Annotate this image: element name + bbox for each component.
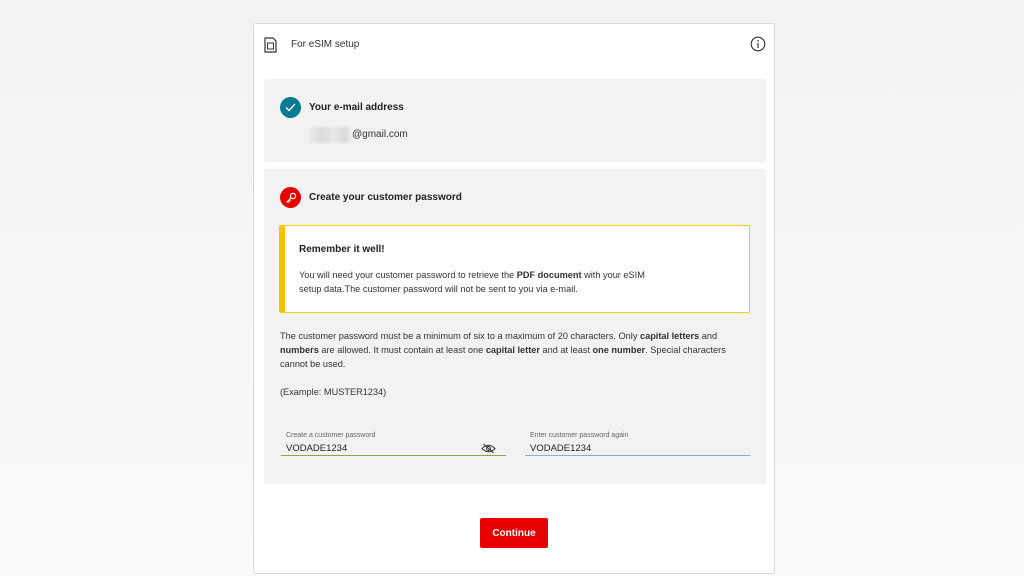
notice-title: Remember it well! (299, 244, 385, 255)
confirm-password-input[interactable] (530, 442, 720, 454)
eye-off-icon[interactable] (481, 443, 496, 454)
email-domain: @gmail.com (352, 129, 408, 140)
password-section (264, 169, 766, 484)
password-input[interactable] (286, 442, 476, 454)
password-field-label: Create a customer password (286, 432, 376, 439)
key-icon (280, 187, 301, 208)
confirm-password-field[interactable] (525, 430, 750, 456)
password-field[interactable] (281, 430, 506, 456)
email-section-title: Your e-mail address (309, 102, 404, 113)
confirm-password-field-label: Enter customer password again (530, 432, 629, 439)
check-icon (280, 97, 301, 118)
password-section-title: Create your customer password (309, 192, 462, 203)
esim-setup-card (253, 23, 775, 574)
password-rules: The customer password must be a minimum of six to a maximum of 20 characters. Only capital letters and numbers are allowed. It must contain at least one capital letter and at least one number. Special characters cannot be used. (280, 331, 726, 369)
continue-button[interactable]: Continue (480, 518, 548, 548)
info-icon[interactable] (750, 36, 766, 52)
email-section (264, 79, 766, 162)
page-title: For eSIM setup (291, 39, 360, 50)
email-address (309, 126, 408, 143)
card-header (254, 24, 774, 66)
notice-text: You will need your customer password to retrieve the PDF document with your eSIM setup data.The customer password will not be sent to you via e-mail. (299, 270, 645, 294)
notice-box (279, 225, 750, 313)
password-example: (Example: MUSTER1234) (280, 387, 387, 397)
sim-card-icon (263, 37, 277, 53)
email-redacted-local-part (309, 127, 351, 143)
